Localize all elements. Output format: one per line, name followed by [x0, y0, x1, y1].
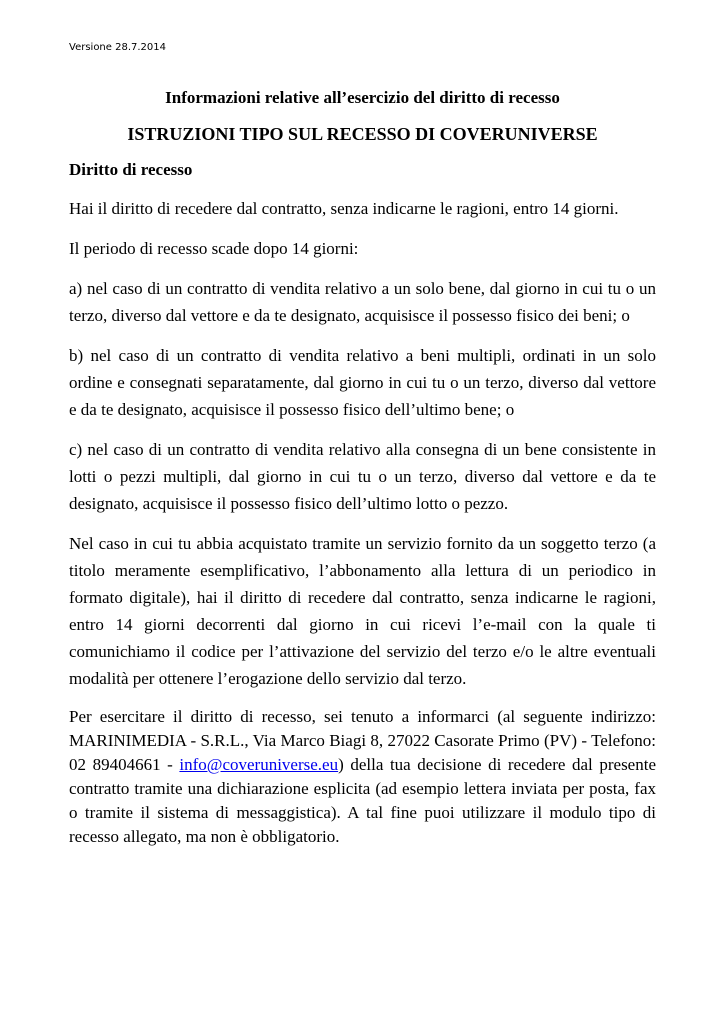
paragraph-case-c: c) nel caso di un contratto di vendita relativo alla consegna di un bene consistente in lotti o pezzi multipli, dal giorno in cui tu o un terzo, diverso dal vettore e da te designato, acquisisce il possesso fisico dell’ultimo lotto o pezzo. [69, 440, 656, 513]
section-heading: Diritto di recesso [69, 160, 193, 179]
paragraph-intro: Hai il diritto di recedere dal contratto, senza indicarne le ragioni, entro 14 giorni. [69, 199, 619, 218]
paragraph-case-a: a) nel caso di un contratto di vendita relativo a un solo bene, dal giorno in cui tu o un terzo, diverso dal vettore e da te designato, acquisisce il possesso fisico dei beni; o [69, 279, 656, 325]
document-subtitle: ISTRUZIONI TIPO SUL RECESSO DI COVERUNIVERSE [127, 124, 598, 144]
paragraph-period: Il periodo di recesso scade dopo 14 giorni: [69, 239, 359, 258]
paragraph-text-after-email: ) della tua decisione di recedere dal presente contratto tramite una dichiarazione esplicita (ad esempio lettera inviata per posta, fax o tramite il sistema di messaggistica). A tal fine puoi utilizzare il modulo tipo di recesso allegato, ma non è obbligatorio. [69, 755, 656, 846]
paragraph-how-to-withdraw [69, 705, 656, 849]
paragraph-text-before-email: Per esercitare il diritto di recesso, sei tenuto a informarci (al seguente indirizzo: MARINIMEDIA - S.R.L., Via Marco Biagi 8, 27022 Casorate Primo (PV) - Telefono: 02 89404661 - [69, 707, 656, 774]
document-title: Informazioni relative all’esercizio del diritto di recesso [165, 88, 560, 107]
paragraph-case-b: b) nel caso di un contratto di vendita relativo a beni multipli, ordinati in un solo ordine e consegnati separatamente, dal giorno in cui tu o un terzo, diverso dal vettore e da te designato, acquisisce il possesso fisico dell’ultimo bene; o [69, 346, 656, 419]
version-label: Versione 28.7.2014 [69, 42, 166, 53]
document-body [69, 86, 656, 862]
email-link[interactable]: info@coveruniverse.eu [179, 755, 339, 774]
paragraph-third-party: Nel caso in cui tu abbia acquistato tramite un servizio fornito da un soggetto terzo (a titolo meramente esemplificativo, l’abbonamento alla lettura di un periodico in formato digitale), hai il diritto di recedere dal contratto, senza indicarne le ragioni, entro 14 giorni decorrenti dal giorno in cui ricevi l’e-mail con la quale ti comunichiamo il codice per l’attivazione del servizio del terzo e/o le altre eventuali modalità per ottenere l’erogazione dello servizio dal terzo. [69, 534, 656, 688]
